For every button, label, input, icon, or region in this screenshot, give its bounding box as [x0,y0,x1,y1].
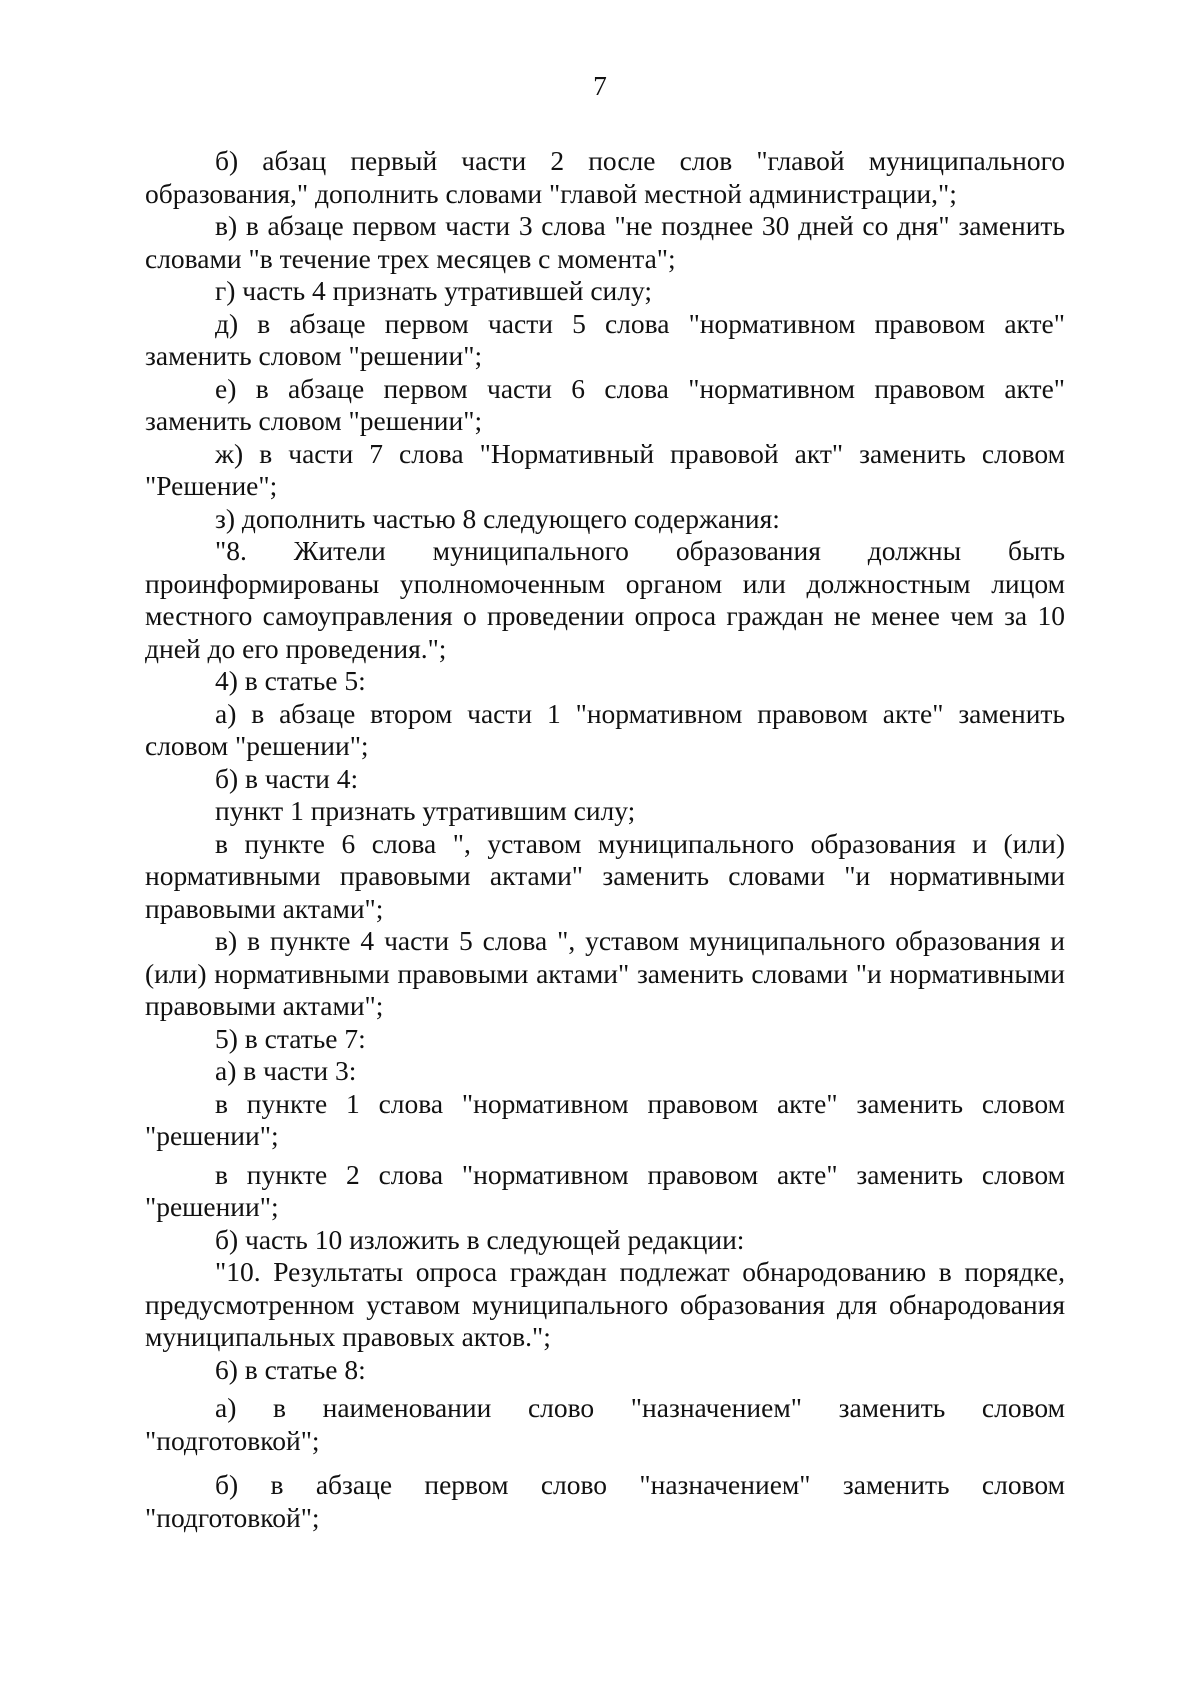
paragraph: в) в пункте 4 части 5 слова ", уставом муниципального образования и (или) нормативными правовыми актами" заменить словами "и нормативными правовыми актами"; [145,925,1065,1021]
paragraph: а) в абзаце втором части 1 "нормативном правовом акте" заменить словом "решении"; [145,697,1065,761]
paragraph: 4) в статье 5: [215,665,366,696]
paragraph: пункт 1 признать утратившим силу; [215,795,636,826]
paragraph: б) абзац первый части 2 после слов "главой муниципального образования," дополнить словами "главой местной администрации,"; [145,145,1065,209]
paragraph: б) в части 4: [215,762,359,794]
paragraph: б) часть 10 изложить в следующей редакции: [215,1223,745,1255]
paragraph: "10. Результаты опроса граждан подлежат обнародованию в порядке, предусмотренном уставом муниципального образования для обнародования муниципальных правовых актов."; [145,1256,1065,1352]
paragraph: ж) в части 7 слова "Нормативный правовой акт" заменить словом "Решение"; [145,437,1065,501]
paragraph: 5) в статье 7: [215,1022,366,1054]
paragraph: 6) в статье 8: [215,1353,366,1385]
paragraph: в пункте 6 слова ", уставом муниципального образования и (или) нормативными правовыми актами" заменить словами "и нормативными правовыми актами"; [145,827,1065,924]
paragraph: з) дополнить частью 8 следующего содержания: [215,502,780,534]
paragraph: а) в части 3: [215,1055,357,1086]
paragraph: г) часть 4 признать утратившей силу; [215,275,653,306]
paragraph: б) в абзаце первом слово "назначением" заменить словом "подготовкой"; [145,1469,1065,1533]
paragraph: "8. Жители муниципального образования должны быть проинформированы уполномоченным органом или должностным лицом местного самоуправления о проведении опроса граждан не менее чем за 10 дней до его проведения."; [145,535,1065,664]
document-body [145,145,1065,1534]
paragraph: е) в абзаце первом части 6 слова "нормативном правовом акте" заменить словом "решении"; [145,372,1065,436]
paragraph: в пункте 2 слова "нормативном правовом акте" заменить словом "решении"; [145,1158,1065,1222]
paragraph: в) в абзаце первом части 3 слова "не позднее 30 дней со дня" заменить словами "в течение трех месяцев с момента"; [145,210,1065,274]
paragraph: д) в абзаце первом части 5 слова "нормативном правовом акте" заменить словом "решении"; [145,307,1065,371]
paragraph: а) в наименовании слово "назначением" заменить словом "подготовкой"; [145,1392,1065,1456]
page-number: 7 [593,70,607,101]
paragraph: в пункте 1 слова "нормативном правовом акте" заменить словом "решении"; [145,1087,1065,1151]
